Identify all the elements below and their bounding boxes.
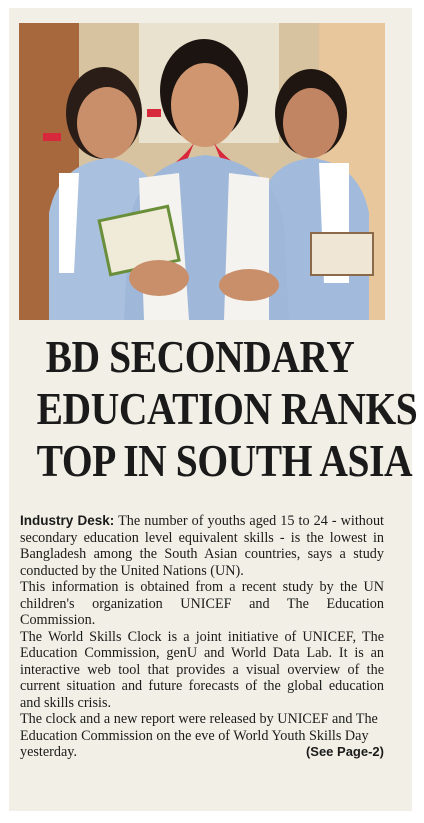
headline bbox=[36, 331, 418, 487]
paragraph-1-text: The number of youths aged 15 to 24 - without secondary education level equivalent skills - is the lowest in Bangladesh among the South Asian countries, says a study conducted by the United Nations (UN). bbox=[20, 513, 384, 579]
headline-line-1: BD SECONDARY bbox=[45, 331, 355, 382]
article-photo bbox=[19, 23, 385, 320]
headline-line-3: TOP IN SOUTH ASIA bbox=[36, 435, 413, 486]
paragraph-3: The World Skills Clock is a joint initiative of UNICEF, The Education Commission, genU and World Data Lab. It is an interactive web tool that provides a visual overview of the current situation and future forecasts of the global education and skills crisis. bbox=[20, 628, 384, 711]
paragraph-2: This information is obtained from a recent study by the UN children's organization UNICEF and The Education Commission. bbox=[20, 579, 384, 628]
paragraph-4-text: The clock and a new report were released by UNICEF and The Education Commission on the eve of World Youth Skills Day yesterday. bbox=[20, 711, 378, 760]
headline-line-2: EDUCATION RANKS bbox=[36, 383, 418, 434]
byline: Industry Desk: bbox=[20, 513, 115, 528]
paragraph-4 bbox=[20, 711, 384, 761]
article-body bbox=[20, 513, 384, 761]
continuation-link[interactable]: (See Page-2) bbox=[305, 744, 384, 759]
paragraph-1 bbox=[20, 513, 384, 579]
